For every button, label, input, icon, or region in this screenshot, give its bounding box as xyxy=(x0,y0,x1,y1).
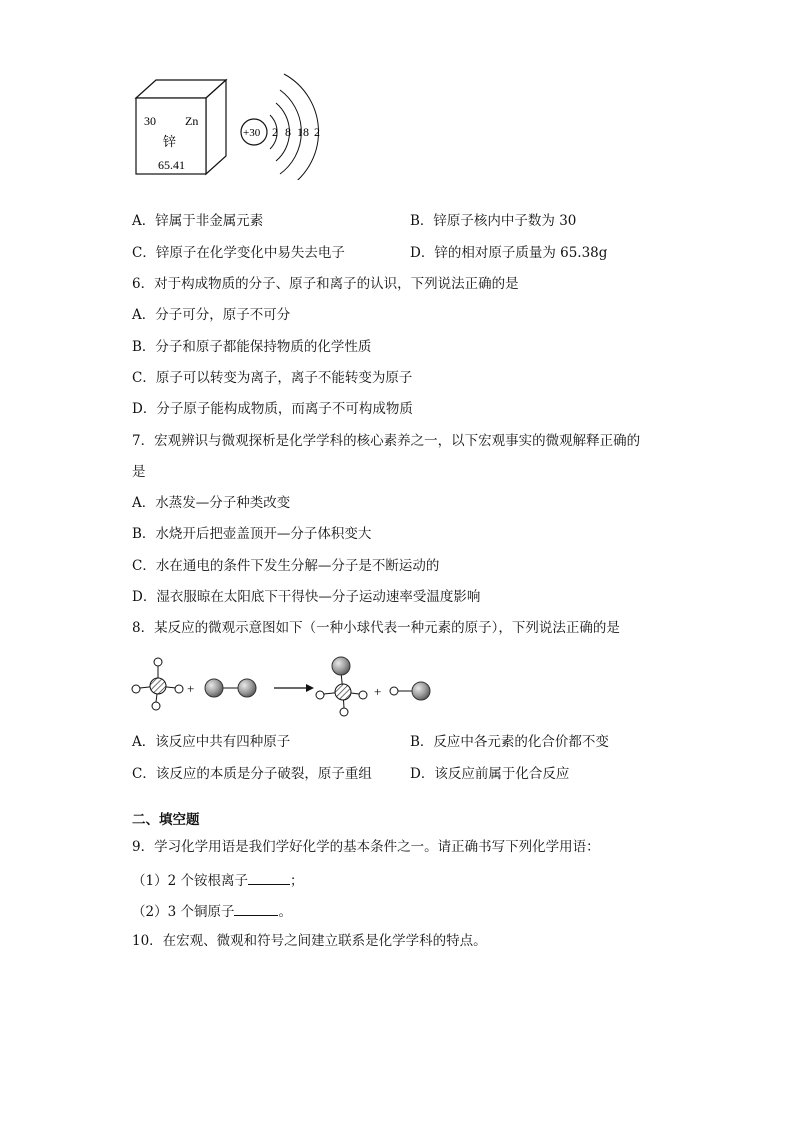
q9-part2 xyxy=(132,901,292,921)
section-title: 二、填空题 xyxy=(132,812,200,828)
q9-part1-prefix: （1）2 个铵根离子 xyxy=(132,873,248,889)
atomic-mass: 65.41 xyxy=(158,158,185,172)
shell-2: 8 xyxy=(285,125,291,139)
q6-option-a: A．分子可分，原子不可分 xyxy=(132,307,291,323)
q9-part2-blank[interactable] xyxy=(234,901,278,916)
q7-stem-line2: 是 xyxy=(132,464,146,480)
q6-option-b: B．分子和原子都能保持物质的化学性质 xyxy=(132,339,372,355)
reaction-diagram xyxy=(128,650,448,720)
q9-part2-suffix: 。 xyxy=(278,904,292,920)
q8-option-d: D．该反应前属于化合反应 xyxy=(410,766,570,782)
element-name: 锌 xyxy=(163,134,177,149)
q5-option-a: A．锌属于非金属元素 xyxy=(132,213,264,229)
reactant-molecule-1 xyxy=(132,658,183,710)
plus-sign-2: + xyxy=(374,684,382,699)
nucleus-charge: +30 xyxy=(243,127,261,139)
q6-stem: 6．对于构成物质的分子、原子和离子的认识，下列说法正确的是 xyxy=(132,276,519,292)
q5-option-d: D．锌的相对原子质量为 65.38g xyxy=(410,245,608,261)
q9-stem: 9．学习化学用语是我们学好化学的基本条件之一。请正确书写下列化学用语： xyxy=(132,839,600,855)
q8-stem: 8．某反应的微观示意图如下（一种小球代表一种元素的原子），下列说法正确的是 xyxy=(132,620,620,636)
q7-stem-line1: 7．宏观辨识与微观探析是化学学科的核心素养之一，以下宏观事实的微观解释正确的 xyxy=(132,433,641,449)
q7-option-b: B．水烧开后把壶盖顶开—分子体积变大 xyxy=(132,526,372,542)
shell-4: 2 xyxy=(314,125,320,139)
zinc-figure xyxy=(130,68,330,180)
shell-3: 18 xyxy=(297,125,309,139)
product-molecule-2 xyxy=(390,682,430,700)
q10-stem: 10．在宏观、微观和符号之间建立联系是化学学科的特点。 xyxy=(132,933,487,949)
plus-sign-1: + xyxy=(187,681,195,696)
q8-option-a: A．该反应中共有四种原子 xyxy=(132,734,291,750)
reaction-arrow xyxy=(274,684,314,692)
q5-option-b: B．锌原子核内中子数为 30 xyxy=(410,213,577,229)
q5-option-c: C．锌原子在化学变化中易失去电子 xyxy=(132,245,345,261)
shell-1: 2 xyxy=(272,125,278,139)
q6-option-d: D．分子原子能构成物质，而离子不可构成物质 xyxy=(132,401,413,417)
q7-option-a: A．水蒸发—分子种类改变 xyxy=(132,495,291,511)
element-symbol: Zn xyxy=(185,114,199,128)
reactant-molecule-2 xyxy=(205,679,256,697)
q9-part1-suffix: ； xyxy=(289,873,304,889)
q9-part1-blank[interactable] xyxy=(248,870,290,885)
q7-option-c: C．水在通电的条件下发生分解—分子是不断运动的 xyxy=(132,558,440,574)
q9-part2-prefix: （2）3 个铜原子 xyxy=(132,904,235,920)
q9-part1 xyxy=(132,870,303,890)
q8-option-c: C．该反应的本质是分子破裂，原子重组 xyxy=(132,766,372,782)
q8-option-b: B．反应中各元素的化合价都不变 xyxy=(410,734,609,750)
product-molecule-1 xyxy=(316,657,367,716)
q6-option-c: C．原子可以转变为离子，离子不能转变为原子 xyxy=(132,370,413,386)
q7-option-d: D．湿衣服晾在太阳底下干得快—分子运动速率受温度影响 xyxy=(132,589,481,605)
atomic-number: 30 xyxy=(144,114,156,128)
